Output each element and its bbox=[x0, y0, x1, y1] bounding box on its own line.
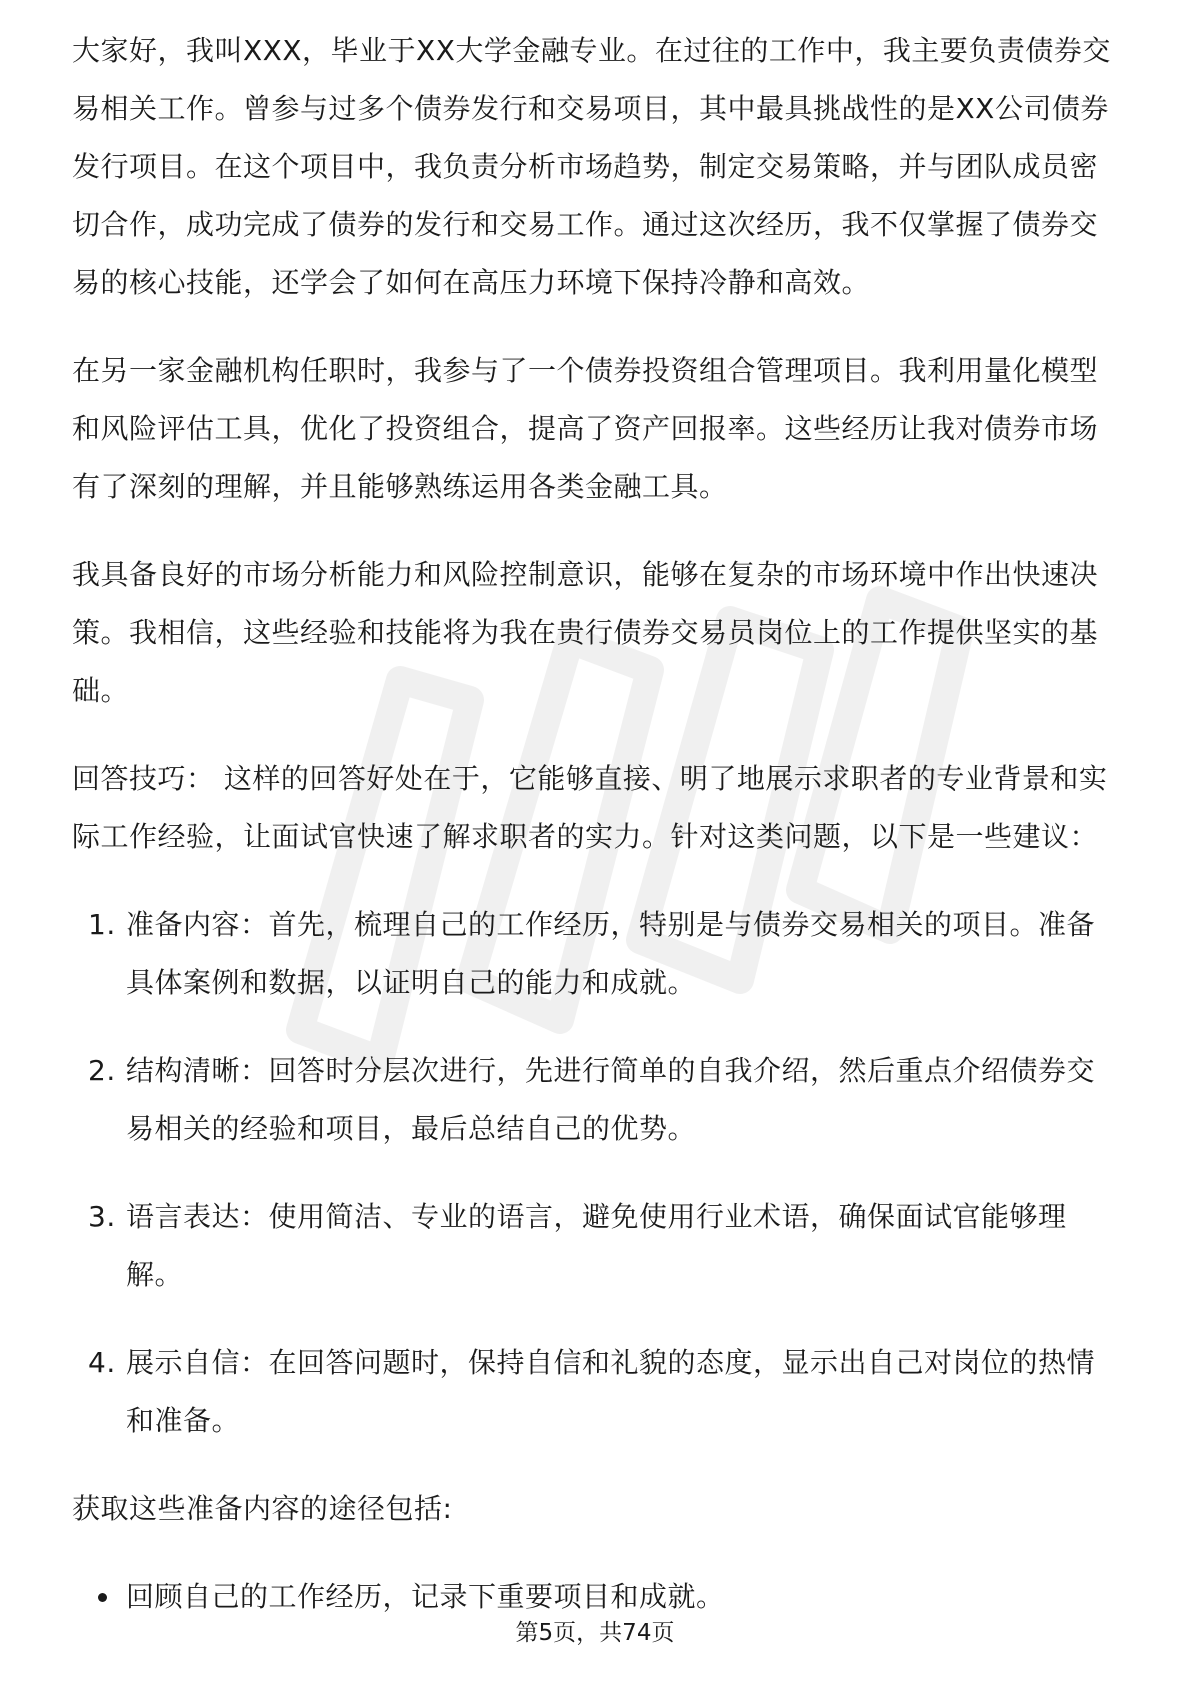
list-item-text: 语言表达：使用简洁、专业的语言，避免使用行业术语，确保面试官能够理解。 bbox=[126, 1200, 1067, 1291]
list-item bbox=[72, 896, 1122, 1012]
paragraph-intro: 大家好，我叫XXX，毕业于XX大学金融专业。在过往的工作中，我主要负责债券交易相关工作。曾参与过多个债券发行和交易项目，其中最具挑战性的是XX公司债券发行项目。在这个项目中，我负责分析市场趋势，制定交易策略，并与团队成员密切合作，成功完成了债券的发行和交易工作。通过这次经历，我不仅掌握了债券交易的核心技能，还学会了如何在高压力环境下保持冷静和高效。 bbox=[72, 34, 1111, 299]
paragraph-tips-intro: 回答技巧： 这样的回答好处在于，它能够直接、明了地展示求职者的专业背景和实际工作经验，让面试官快速了解求职者的实力。针对这类问题，以下是一些建议： bbox=[72, 762, 1108, 853]
list-item-text: 展示自信：在回答问题时，保持自信和礼貌的态度，显示出自己对岗位的热情和准备。 bbox=[126, 1346, 1096, 1437]
list-item bbox=[72, 1188, 1122, 1304]
paragraph-abilities: 我具备良好的市场分析能力和风险控制意识，能够在复杂的市场环境中作出快速决策。我相信，这些经验和技能将为我在贵行债券交易员岗位上的工作提供坚实的基础。 bbox=[72, 558, 1099, 707]
document-content bbox=[72, 22, 1122, 1626]
list-number: 2. bbox=[88, 1054, 116, 1087]
list-item-text: 准备内容：首先，梳理自己的工作经历，特别是与债券交易相关的项目。准备具体案例和数据，以证明自己的能力和成就。 bbox=[126, 908, 1096, 999]
list-item bbox=[72, 1334, 1122, 1450]
tips-list bbox=[72, 896, 1122, 1450]
paragraph-sources-intro: 获取这些准备内容的途径包括: bbox=[72, 1492, 453, 1525]
list-number: 1. bbox=[88, 908, 116, 941]
list-number: 3. bbox=[88, 1200, 116, 1233]
bullet-dot-icon bbox=[98, 1593, 107, 1602]
bullet-item-text: 回顾自己的工作经历，记录下重要项目和成就。 bbox=[126, 1580, 725, 1613]
list-item-text: 结构清晰：回答时分层次进行，先进行简单的自我介绍，然后重点介绍债券交易相关的经验和项目，最后总结自己的优势。 bbox=[126, 1054, 1096, 1145]
page-number-footer: 第5页，共74页 bbox=[515, 1620, 675, 1646]
list-number: 4. bbox=[88, 1346, 116, 1379]
list-item bbox=[72, 1042, 1122, 1158]
paragraph-portfolio: 在另一家金融机构任职时，我参与了一个债券投资组合管理项目。我利用量化模型和风险评估工具，优化了投资组合，提高了资产回报率。这些经历让我对债券市场有了深刻的理解，并且能够熟练运用各类金融工具。 bbox=[72, 354, 1099, 503]
